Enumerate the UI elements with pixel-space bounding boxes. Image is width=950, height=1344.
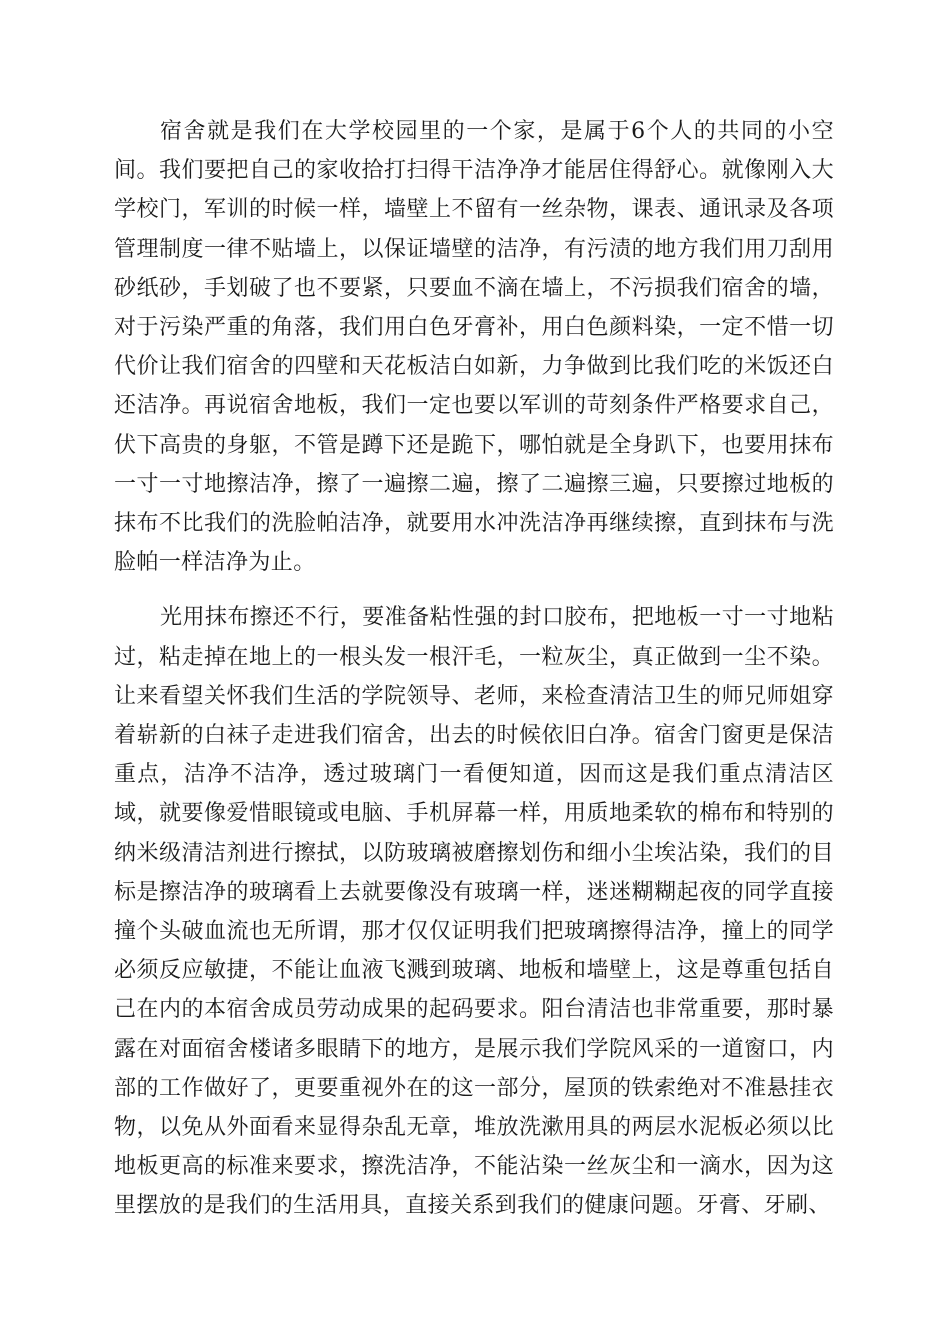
document-body — [114, 112, 834, 1226]
paragraph-1: 宿舍就是我们在大学校园里的一个家，是属于6个人的共同的小空间。我们要把自己的家收拾打扫得干洁净净才能居住得舒心。就像刚入大学校门，军训的时候一样，墙壁上不留有一丝杂物，课表、通讯录及各项管理制度一律不贴墙上，以保证墙壁的洁净，有污渍的地方我们用刀刮用砂纸砂，手划破了也不要紧，只要血不滴在墙上，不污损我们宿舍的墙，对于污染严重的角落，我们用白色牙膏补，用白色颜料染，一定不惜一切代价让我们宿舍的四壁和天花板洁白如新，力争做到比我们吃的米饭还白还洁净。再说宿舍地板，我们一定也要以军训的苛刻条件严格要求自己，伏下高贵的身躯，不管是蹲下还是跪下，哪怕就是全身趴下，也要用抹布一寸一寸地擦洁净，擦了一遍擦二遍，擦了二遍擦三遍，只要擦过地板的抹布不比我们的洗脸帕洁净，就要用水冲洗洁净再继续擦，直到抹布与洗脸帕一样洁净为止。 — [114, 119, 834, 576]
paragraph-2: 光用抹布擦还不行，要准备粘性强的封口胶布，把地板一寸一寸地粘过，粘走掉在地上的一根头发一根汗毛，一粒灰尘，真正做到一尘不染。让来看望关怀我们生活的学院领导、老师，来检查清洁卫生的师兄师姐穿着崭新的白袜子走进我们宿舍，出去的时候依旧白净。宿舍门窗更是保洁重点，洁净不洁净，透过玻璃门一看便知道，因而这是我们重点清洁区域，就要像爱惜眼镜或电脑、手机屏幕一样，用质地柔软的棉布和特别的纳米级清洁剂进行擦拭，以防玻璃被磨擦划伤和细小尘埃沾染，我们的目标是擦洁净的玻璃看上去就要像没有玻璃一样，迷迷糊糊起夜的同学直接撞个头破血流也无所谓，那才仅仅证明我们把玻璃擦得洁净，撞上的同学必须反应敏捷，不能让血液飞溅到玻璃、地板和墙壁上，这是尊重包括自己在内的本宿舍成员劳动成果的起码要求。阳台清洁也非常重要，那时暴露在对面宿舍楼诸多眼睛下的地方，是展示我们学院风采的一道窗口，内部的工作做好了，更要重视外在的这一部分，屋顶的铁索绝对不准悬挂衣物，以免从外面看来显得杂乱无章，堆放洗漱用具的两层水泥板必须以比地板更高的标准来要求，擦洗洁净，不能沾染一丝灰尘和一滴水，因为这里摆放的是我们的生活用具，直接关系到我们的健康问题。牙膏、牙刷、 — [114, 605, 834, 1219]
